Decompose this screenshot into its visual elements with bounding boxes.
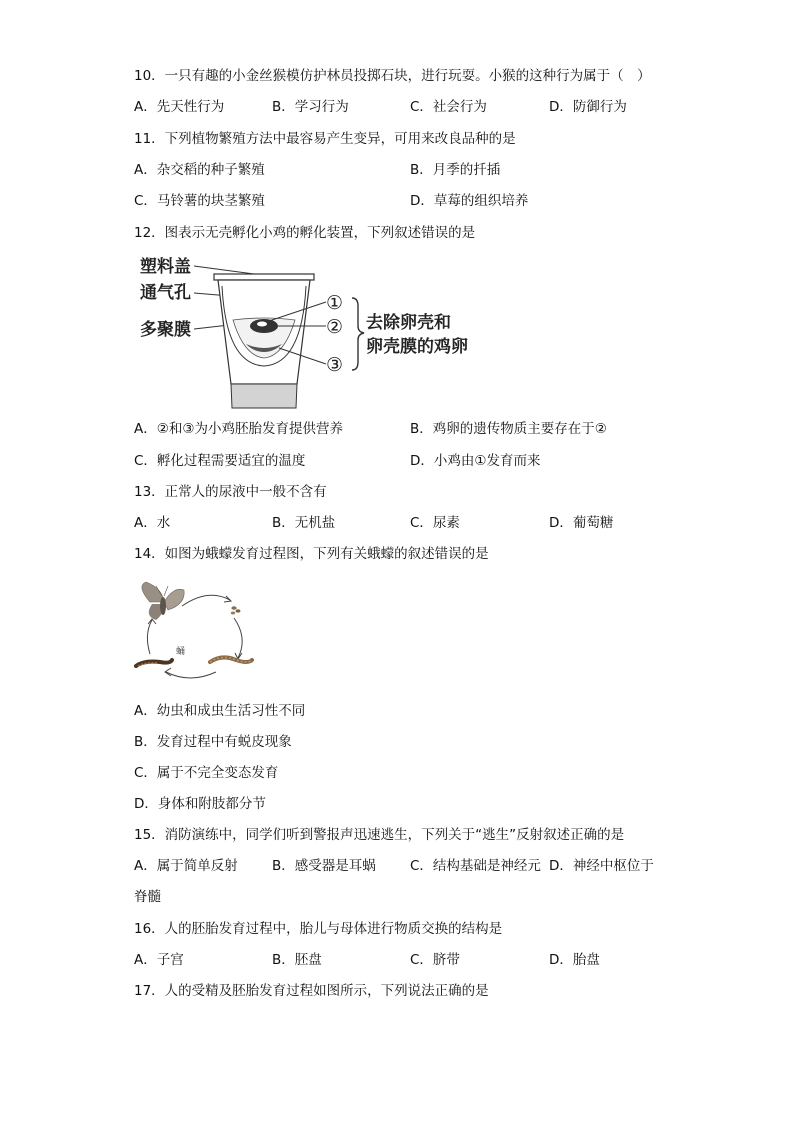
q15-option-b[interactable]: B．感受器是耳蜗 — [272, 858, 376, 874]
q11-option-c[interactable]: C．马铃薯的块茎繁殖 — [134, 193, 265, 209]
q10-option-b[interactable]: B．学习行为 — [272, 99, 349, 115]
q14-option-a[interactable]: A．幼虫和成虫生活习性不同 — [134, 703, 306, 719]
eggs-icon — [231, 606, 241, 614]
q15-option-d[interactable]: D．神经中枢位于 — [549, 858, 654, 874]
q11-option-d[interactable]: D．草莓的组织培养 — [410, 193, 529, 209]
q13-option-d[interactable]: D．葡萄糖 — [549, 515, 614, 531]
q12-option-d[interactable]: D．小鸡由①发育而来 — [410, 453, 541, 469]
question-12-stem: 12．图表示无壳孵化小鸡的孵化装置，下列叙述错误的是 — [134, 225, 476, 241]
moth-lifecycle-diagram — [130, 576, 260, 688]
mark-2: ② — [326, 316, 344, 338]
question-10-stem: 10．一只有趣的小金丝猴模仿护林员投掷石块，进行玩耍。小猴的这种行为属于（ ） — [134, 68, 651, 84]
mark-1: ① — [326, 292, 344, 314]
q10-option-a[interactable]: A．先天性行为 — [134, 99, 225, 115]
q16-option-b[interactable]: B．胚盘 — [272, 952, 322, 968]
q12-option-c[interactable]: C．孵化过程需要适宜的温度 — [134, 453, 306, 469]
question-17-stem: 17．人的受精及胚胎发育过程如图所示，下列说法正确的是 — [134, 983, 489, 999]
question-11-stem: 11．下列植物繁殖方法中最容易产生变异，可用来改良品种的是 — [134, 131, 516, 147]
question-14-stem: 14．如图为蛾蠓发育过程图，下列有关蛾蠓的叙述错误的是 — [134, 546, 489, 562]
mark-3: ③ — [326, 354, 344, 376]
larva-icon — [210, 657, 252, 662]
brace-label-line1: 去除卵壳和 — [366, 313, 451, 333]
q14-option-d[interactable]: D．身体和附肢都分节 — [134, 796, 266, 812]
q13-option-b[interactable]: B．无机盐 — [272, 515, 336, 531]
q11-option-a[interactable]: A．杂交稻的种子繁殖 — [134, 162, 265, 178]
label-vent-hole: 通气孔 — [140, 283, 191, 303]
q16-option-a[interactable]: A．子宫 — [134, 952, 184, 968]
q12-option-b[interactable]: B．鸡卵的遗传物质主要存在于② — [410, 421, 607, 437]
q10-option-c[interactable]: C．社会行为 — [410, 99, 487, 115]
label-polymer-film: 多聚膜 — [140, 320, 191, 340]
question-15-stem: 15．消防演练中，同学们听到警报声迅速逃生，下列关于“逃生”反射叙述正确的是 — [134, 827, 625, 843]
q16-option-d[interactable]: D．胎盘 — [549, 952, 600, 968]
question-16-stem: 16．人的胚胎发育过程中，胎儿与母体进行物质交换的结构是 — [134, 921, 503, 937]
incubator-diagram — [134, 252, 494, 412]
q12-option-a[interactable]: A．②和③为小鸡胚胎发育提供营养 — [134, 421, 343, 437]
q15-option-c[interactable]: C．结构基础是神经元 — [410, 858, 541, 874]
q14-option-c[interactable]: C．属于不完全变态发育 — [134, 765, 279, 781]
brace-label-line2: 卵壳膜的鸡卵 — [366, 337, 468, 357]
label-plastic-lid: 塑料盖 — [140, 257, 191, 277]
q13-option-a[interactable]: A．水 — [134, 515, 171, 531]
q10-option-d[interactable]: D．防御行为 — [549, 99, 627, 115]
q15-option-d-continuation: 脊髓 — [134, 889, 161, 905]
pupa-icon — [136, 660, 172, 666]
q15-option-a[interactable]: A．属于简单反射 — [134, 858, 238, 874]
adult-moth-icon — [142, 582, 184, 620]
pupa-label: 蛹 — [176, 647, 186, 657]
question-13-stem: 13．正常人的尿液中一般不含有 — [134, 484, 327, 500]
q16-option-c[interactable]: C．脐带 — [410, 952, 460, 968]
q14-option-b[interactable]: B．发育过程中有蜕皮现象 — [134, 734, 292, 750]
q11-option-b[interactable]: B．月季的扦插 — [410, 162, 501, 178]
q13-option-c[interactable]: C．尿素 — [410, 515, 460, 531]
